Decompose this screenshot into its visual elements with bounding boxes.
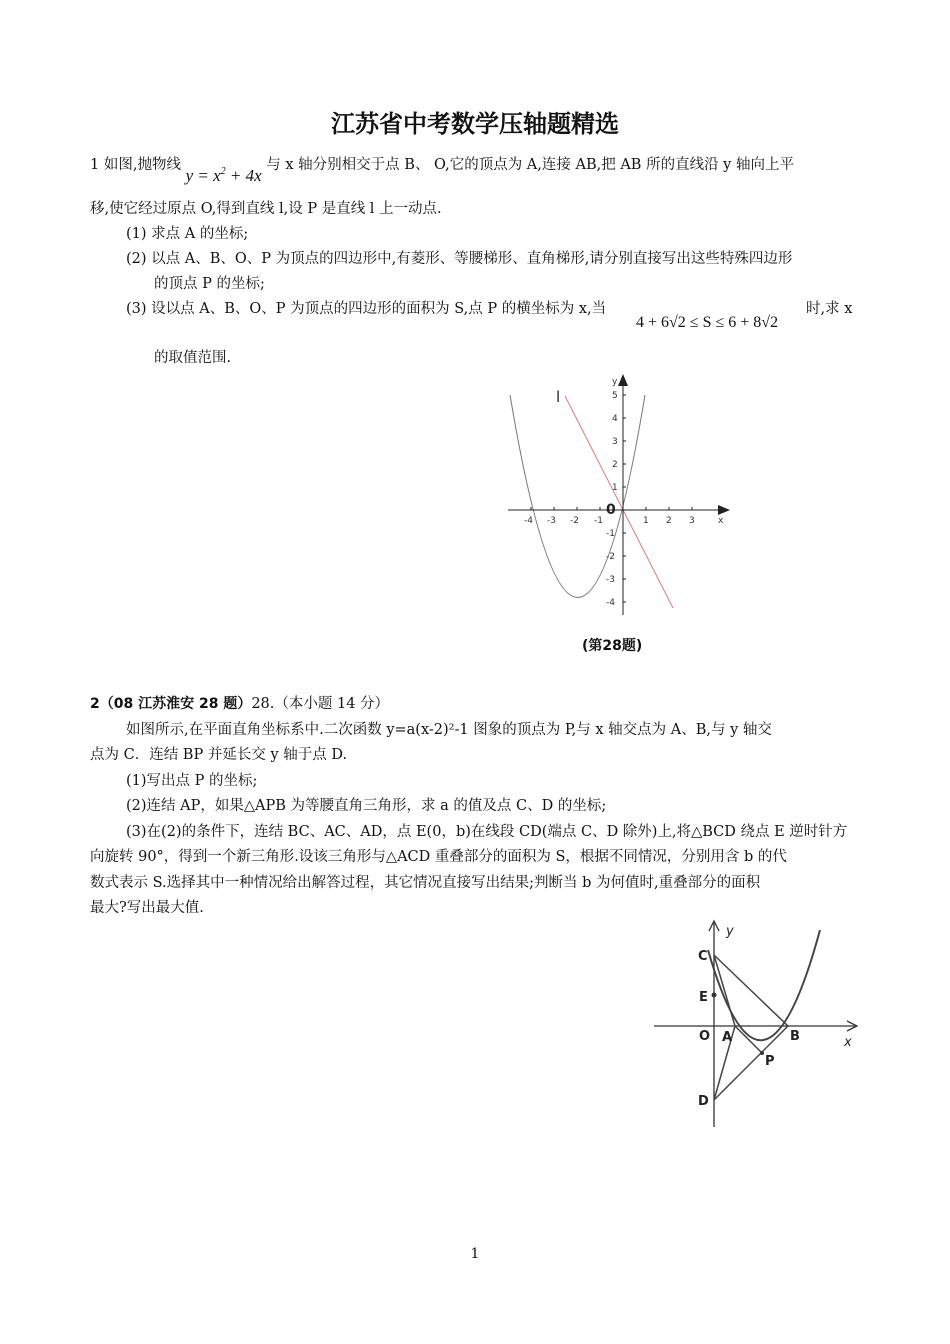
q2-header — [90, 694, 389, 714]
q2-p1b: 点为 C．连结 BP 并延长交 y 轴于点 D. — [90, 747, 348, 763]
q2-item2: (2)连结 AP，如果△APB 为等腰直角三角形，求 a 的值及点 C、D 的坐标; — [126, 798, 607, 814]
point-p — [760, 1051, 764, 1055]
q1-line1 — [90, 150, 794, 185]
page-title: 江苏省中考数学压轴题精选 — [331, 110, 619, 138]
page-number: 1 — [470, 1246, 480, 1262]
q2-p1a: 如图所示,在平面直角坐标系中.二次函数 y=a(x-2)²-1 图象的顶点为 P,与 x 轴交点为 A、B,与 y 轴交 — [126, 722, 772, 738]
q1-item3b: 的取值范围. — [154, 350, 232, 366]
figure2-graph — [650, 915, 865, 1130]
parabola-curve — [708, 930, 820, 1040]
fig2-b-label: B — [790, 1029, 800, 1044]
x-tick-label: 1 — [643, 516, 649, 526]
q1-item1: (1) 求点 A 的坐标; — [126, 226, 249, 242]
figure1-graph — [500, 370, 750, 630]
x-tick-label: 2 — [666, 516, 672, 526]
x-tick-label: -2 — [570, 516, 579, 526]
formula-y: y — [185, 166, 194, 185]
y-tick-label: -2 — [606, 552, 615, 562]
formula-eq: = x — [193, 166, 221, 185]
x-tick-label: -3 — [547, 516, 556, 526]
point-e — [712, 993, 717, 998]
y-tick-label: -4 — [606, 598, 615, 608]
y-tick-label: 1 — [612, 483, 618, 493]
q2-item3d: 最大?写出最大值. — [90, 900, 204, 916]
x-axis-label: x — [718, 516, 724, 526]
q1-item2a: (2) 以点 A、B、O、P 为顶点的四边形中,有菱形、等腰梯形、直角梯形,请分别直接写出这些特殊四边形 — [126, 251, 793, 267]
fig2-y-label: y — [726, 924, 734, 939]
fig2-c-label: C — [698, 949, 708, 964]
q2-item3c: 数式表示 S.选择其中一种情况给出解答过程，其它情况直接写出结果;判断当 b 为何值时,重叠部分的面积 — [90, 875, 761, 891]
x-tick-label: -4 — [524, 516, 533, 526]
y-tick-label: 4 — [612, 414, 618, 424]
fig2-e-label: E — [699, 990, 708, 1005]
q1-item3a: (3) 设以点 A、B、O、P 为顶点的四边形的面积为 S,点 P 的横坐标为 x,当 — [126, 301, 607, 317]
q2-header-rest: 28.（本小题 14 分） — [251, 696, 390, 712]
q1-inequality: 4 + 6√2 ≤ S ≤ 6 + 8√2 — [636, 314, 779, 331]
figure1-caption: (第28题) — [582, 638, 643, 654]
x-tick-label: -1 — [594, 516, 603, 526]
y-tick-label: 2 — [612, 460, 618, 470]
q2-item1: (1)写出点 P 的坐标; — [126, 773, 258, 789]
y-axis-label: y — [612, 377, 618, 387]
y-tick-label: 3 — [612, 437, 618, 447]
y-tick-label: -1 — [606, 529, 615, 539]
q1-line1-start: 1 如图,抛物线 — [90, 157, 181, 173]
fig2-a-label: A — [722, 1030, 733, 1045]
q1-item3-end: 时,求 x — [806, 301, 853, 317]
q1-line1-end: 与 x 轴分别相交于点 B、 O,它的顶点为 A,连接 AB,把 AB 所的直线沿 y 轴向上平 — [266, 157, 794, 173]
q1-line2: 移,使它经过原点 O,得到直线 l,设 P 是直线 l 上一动点. — [90, 201, 442, 217]
y-axis-arrow — [618, 374, 628, 386]
fig2-p-label: P — [765, 1054, 775, 1069]
formula-exp: 2 — [220, 166, 226, 177]
q2-item3b: 向旋转 90°，得到一个新三角形.设该三角形与△ACD 重叠部分的面积为 S，根据不同情况，分别用含 b 的代 — [90, 849, 787, 865]
q2-header-source: 2（08 江苏淮安 28 题） — [90, 696, 252, 712]
y-tick-label: -3 — [606, 575, 615, 585]
q2-item3a: (3)在(2)的条件下，连结 BC、AC、AD，点 E(0，b)在线段 CD(端点 C、D 除外)上,将△BCD 绕点 E 逆时针方 — [126, 824, 848, 840]
y-tick-label: 5 — [612, 391, 618, 401]
line-l-label: l — [556, 388, 561, 406]
q1-formula — [186, 166, 262, 185]
fig2-o-label: O — [699, 1029, 711, 1044]
fig2-d-label: D — [698, 1094, 709, 1109]
fig2-x-label: x — [844, 1035, 852, 1050]
line-l — [565, 396, 673, 608]
q1-item2b: 的顶点 P 的坐标; — [154, 276, 265, 292]
x-axis-arrow — [718, 505, 730, 515]
x-tick-label: 3 — [689, 516, 695, 526]
origin-label: 0 — [606, 502, 616, 518]
parabola-curve — [510, 395, 645, 598]
formula-rest: + 4x — [225, 166, 262, 185]
